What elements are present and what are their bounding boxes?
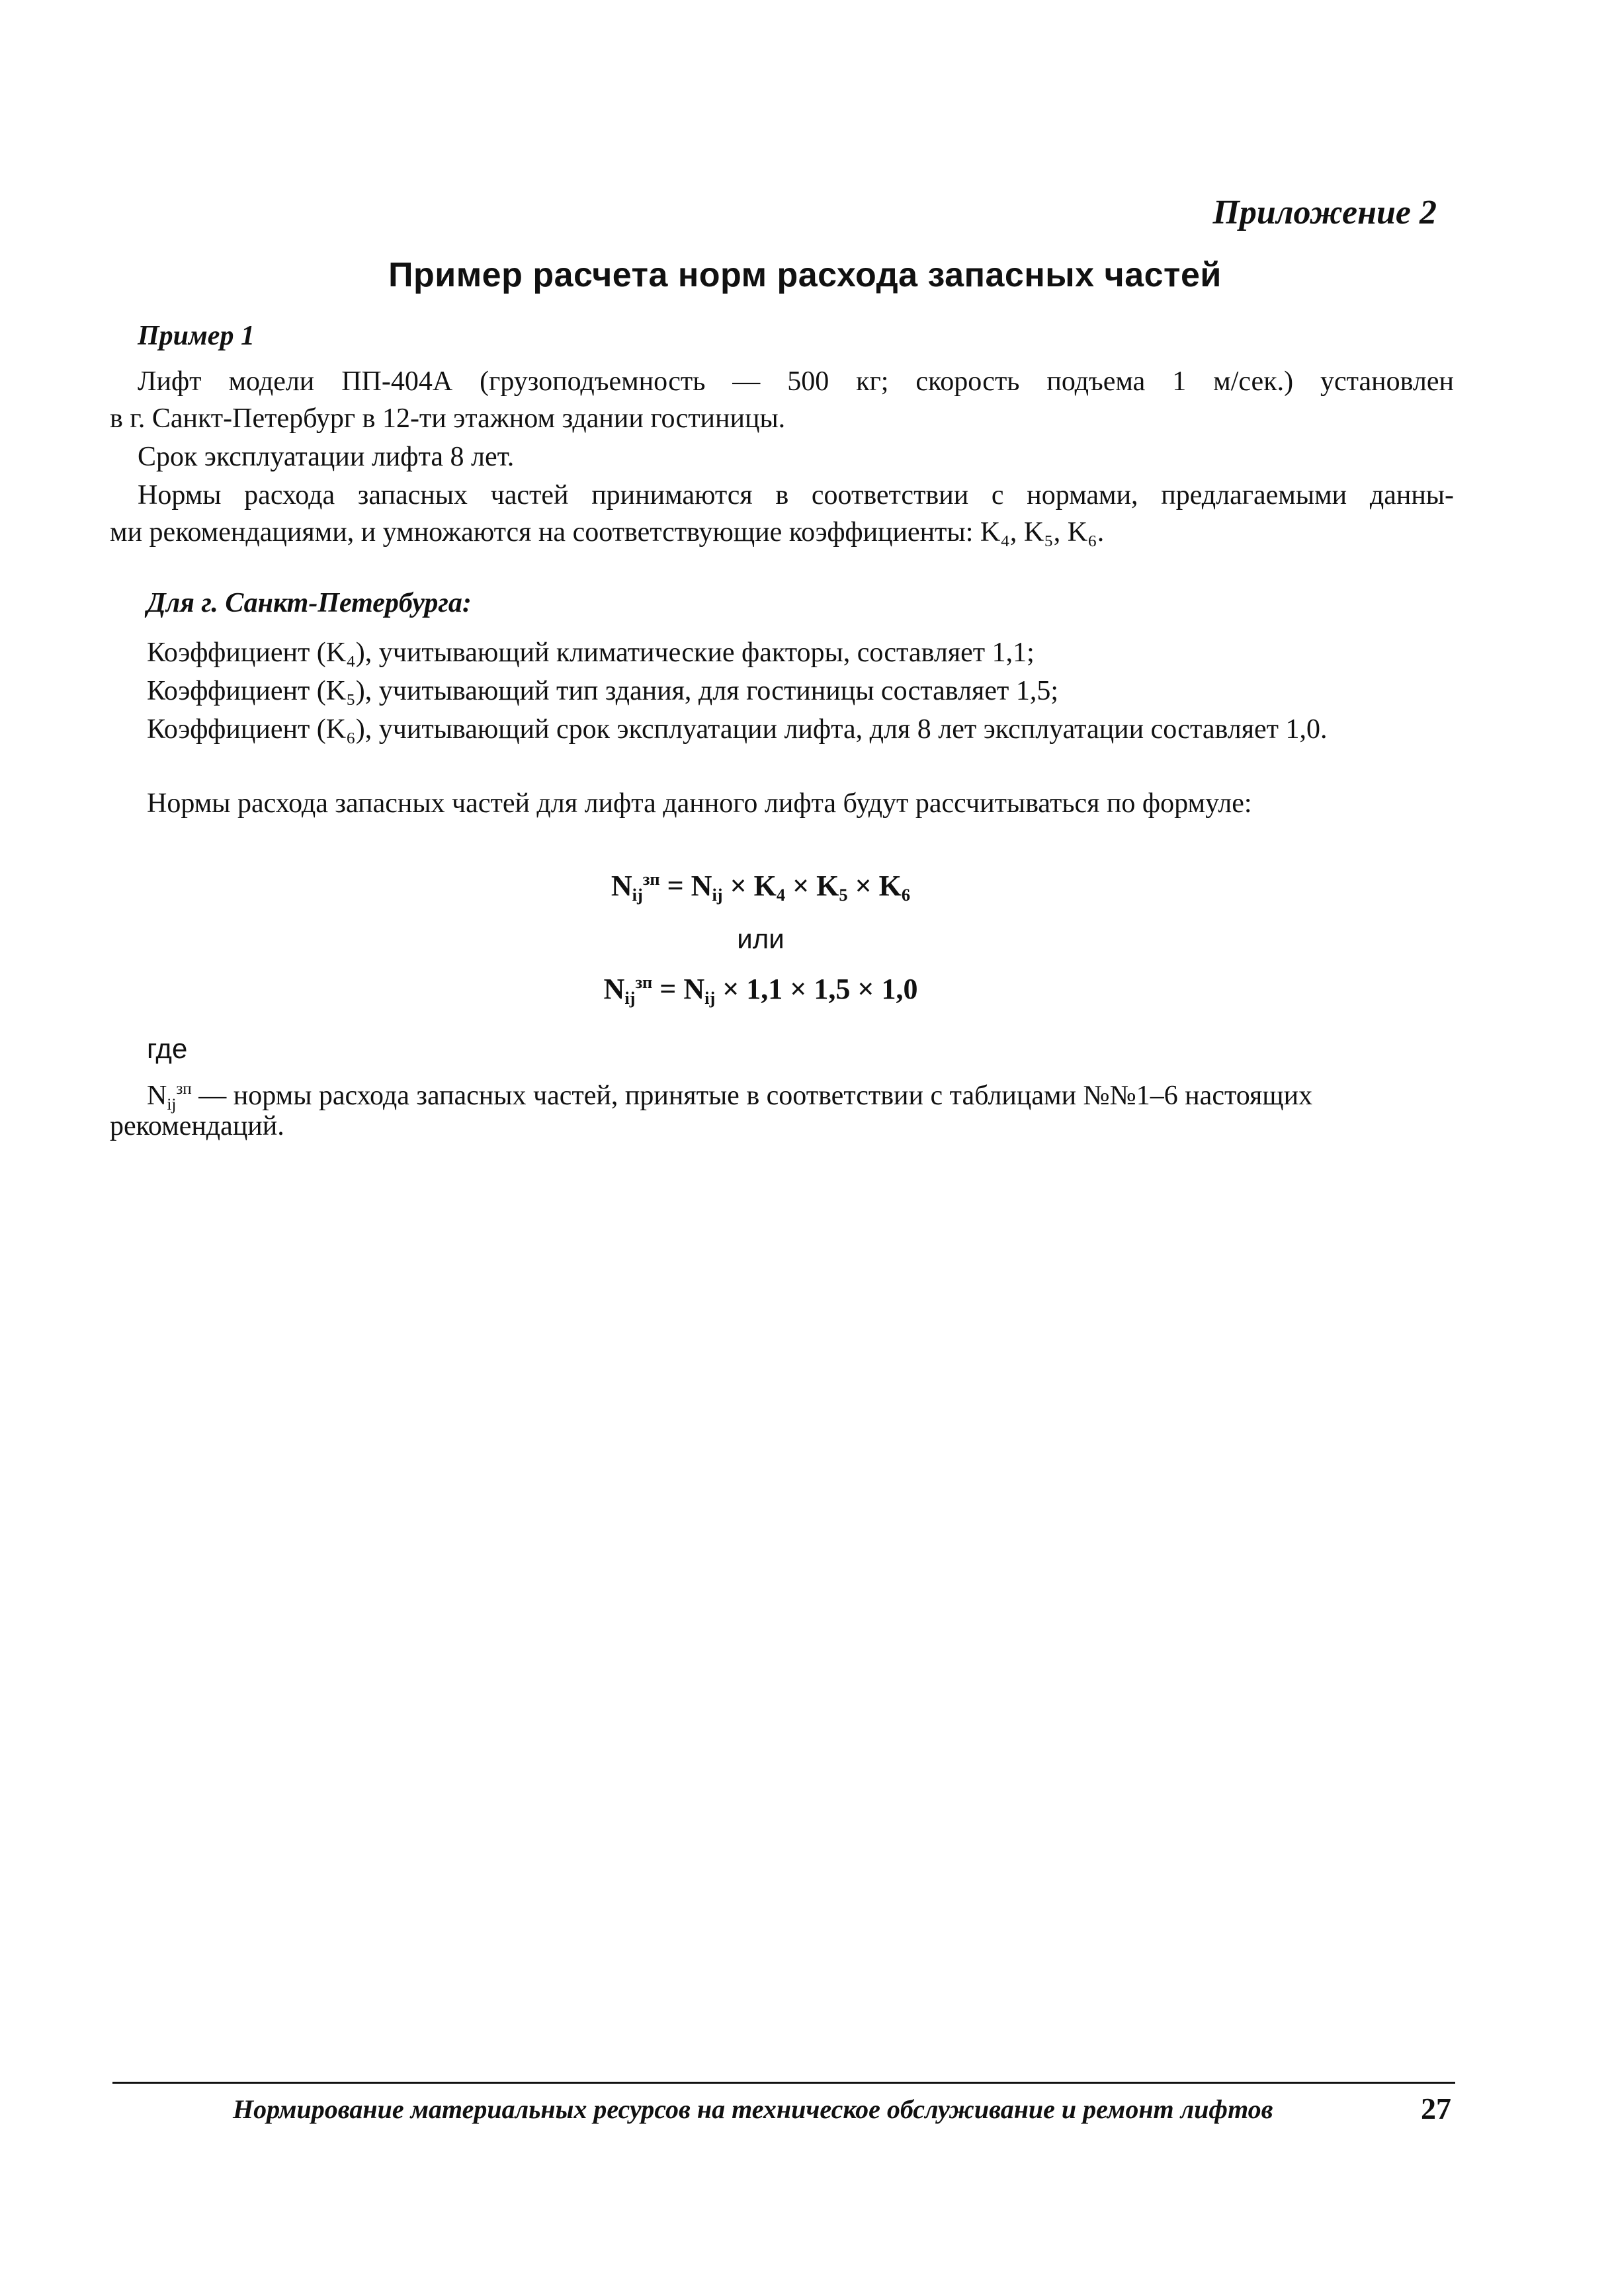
- formula2-values: × 1,1 × 1,5 × 1,0: [715, 973, 918, 1005]
- formula-rhs-sub: ij: [712, 885, 723, 905]
- calculation-intro: Нормы расхода запасных частей для лифта данного лифта будут рассчитываться по формуле:: [147, 788, 1252, 819]
- note-symbol: N: [147, 1081, 167, 1111]
- formula-times-k6: × K: [847, 870, 902, 902]
- coefficient-k5: Коэффициент (K₅), учитывающий тип здания, для гостиницы составляет 1,5;: [147, 676, 1058, 706]
- norms-line-2: ми рекомендациями, и умножаются на соответствующие коэффициенты: K₄, K₅, K₆.: [110, 517, 1105, 548]
- appendix-label: Приложение 2: [1212, 194, 1437, 231]
- note-line-2: рекомендаций.: [110, 1111, 284, 1141]
- note-symbol-sub: ij: [167, 1096, 177, 1114]
- note-line-1: [147, 1070, 1451, 1124]
- note-symbol-sup: зп: [176, 1080, 192, 1098]
- formula-lhs-symbol: N: [611, 870, 632, 902]
- formula-times-k5: × K: [785, 870, 839, 902]
- page-number: 27: [1421, 2092, 1451, 2125]
- note-text: — нормы расхода запасных частей, принятые в соответствии с таблицами №№1–6 настоящих: [191, 1081, 1313, 1111]
- formula2-lhs-sub: ij: [624, 988, 636, 1008]
- coefficient-k6: Коэффициент (K₆), учитывающий срок эксплуатации лифта, для 8 лет эксплуатации составляет 1,0.: [147, 714, 1328, 745]
- service-life-text: Срок эксплуатации лифта 8 лет.: [138, 442, 515, 472]
- where-label: где: [147, 1033, 188, 1064]
- city-heading: Для г. Санкт-Петербурга:: [147, 588, 472, 618]
- formula2-lhs-symbol: N: [603, 973, 625, 1005]
- example-label: Пример 1: [138, 321, 255, 351]
- formula-k4-index: 4: [776, 885, 786, 905]
- formula-or-label: или: [737, 923, 784, 954]
- intro-line-1: Лифт модели ПП-404А (грузоподъемность — 500 кг; скорость подъема 1 м/сек.) установлен: [138, 366, 1454, 397]
- formula-times-k4: × K: [722, 870, 777, 902]
- formula-lhs-sub: ij: [632, 885, 643, 905]
- formula2-lhs-sup: зп: [635, 972, 653, 992]
- norms-line-1: Нормы расхода запасных частей принимаются в соответствии с нормами, предлагаемыми данны-: [138, 480, 1454, 511]
- intro-line-2: в г. Санкт-Петербург в 12-ти этажном здании гостиницы.: [110, 403, 786, 434]
- formula-k6-index: 6: [901, 885, 911, 905]
- formula-rhs-symbol: = N: [667, 870, 712, 902]
- page-title: Пример расчета норм расхода запасных частей: [388, 256, 1222, 294]
- formula-lhs-sup: зп: [642, 869, 660, 889]
- formula2-rhs-sub: ij: [704, 988, 716, 1008]
- footer-title: Нормирование материальных ресурсов на техническое обслуживание и ремонт лифтов: [233, 2094, 1273, 2124]
- formula-general: [0, 869, 1521, 905]
- coefficient-k4: Коэффициент (K₄), учитывающий климатические факторы, составляет 1,1;: [147, 637, 1035, 668]
- formula2-rhs-symbol: = N: [659, 973, 705, 1005]
- formula-numeric: [0, 972, 1521, 1008]
- footer-divider: [112, 2082, 1455, 2084]
- formula-k5-index: 5: [839, 885, 848, 905]
